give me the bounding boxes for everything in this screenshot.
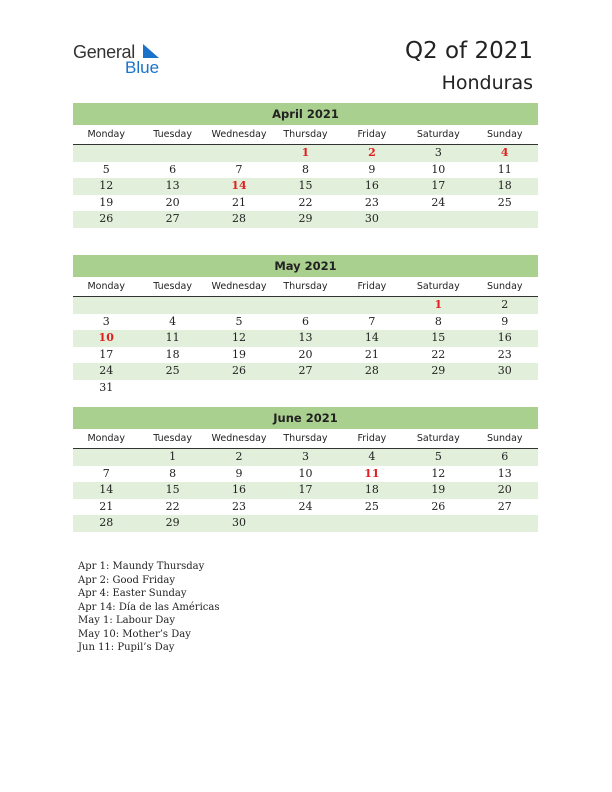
holiday-day-cell: 4 <box>500 146 509 159</box>
week-row <box>73 466 538 483</box>
day-cell: 20 <box>298 347 313 361</box>
day-cell: 28 <box>364 364 379 377</box>
month-title: April 2021 <box>73 103 538 125</box>
day-cell: 16 <box>497 331 512 344</box>
logo <box>73 42 173 78</box>
weekday-label: Thursday <box>283 433 328 444</box>
day-cell: 24 <box>99 364 114 377</box>
day-cell <box>73 297 139 314</box>
day-cell: 3 <box>102 314 110 328</box>
week-row <box>73 211 538 228</box>
month-june <box>73 407 538 532</box>
day-cell <box>139 297 205 314</box>
holiday-note: May 1: Labour Day <box>78 615 175 626</box>
holiday-note: May 10: Mother’s Day <box>78 628 191 640</box>
weekday-label: Monday <box>87 129 125 140</box>
day-cell: 30 <box>364 212 379 225</box>
day-cell: 26 <box>431 499 446 513</box>
day-cell: 17 <box>99 347 114 361</box>
weekday-header-row <box>73 429 538 449</box>
day-cell: 30 <box>497 364 512 377</box>
day-cell: 13 <box>298 331 313 344</box>
day-cell: 24 <box>298 499 313 513</box>
day-cell: 14 <box>99 483 114 496</box>
holiday-note: Apr 1: Maundy Thursday <box>78 561 205 572</box>
week-row <box>73 178 538 195</box>
month-title: May 2021 <box>73 255 538 277</box>
day-cell: 11 <box>497 162 512 176</box>
day-cell: 29 <box>431 364 446 377</box>
day-cell <box>272 515 338 532</box>
day-cell <box>405 515 471 532</box>
country-name: Honduras <box>441 72 533 94</box>
day-cell: 7 <box>235 162 243 176</box>
day-cell: 7 <box>102 466 110 480</box>
day-cell: 28 <box>232 212 247 225</box>
weeks-container <box>73 297 538 396</box>
weekday-label: Friday <box>357 433 387 444</box>
day-cell: 23 <box>497 347 512 361</box>
day-cell <box>339 380 405 397</box>
weekday-label: Wednesday <box>211 281 267 292</box>
day-cell <box>272 380 338 397</box>
day-cell: 18 <box>364 483 379 496</box>
day-cell: 22 <box>165 499 180 513</box>
day-cell <box>405 380 471 397</box>
day-cell: 3 <box>301 450 309 463</box>
day-cell <box>73 145 139 162</box>
day-cell: 25 <box>165 364 180 377</box>
day-cell: 25 <box>364 499 379 513</box>
day-cell: 23 <box>364 195 379 209</box>
day-cell: 4 <box>169 314 177 328</box>
holiday-day-cell: 2 <box>368 146 376 159</box>
day-cell: 5 <box>434 450 442 463</box>
day-cell: 5 <box>102 162 110 176</box>
week-row <box>73 297 538 314</box>
day-cell: 7 <box>368 314 376 328</box>
week-row <box>73 482 538 499</box>
day-cell: 2 <box>501 298 509 311</box>
day-cell: 6 <box>169 162 177 176</box>
week-row <box>73 499 538 516</box>
day-cell <box>472 211 538 228</box>
day-cell: 9 <box>368 162 376 176</box>
month-may <box>73 255 538 396</box>
weekday-label: Thursday <box>283 129 328 140</box>
day-cell: 21 <box>99 499 114 513</box>
holiday-notes <box>78 560 219 655</box>
day-cell <box>139 380 205 397</box>
day-cell: 12 <box>431 466 446 480</box>
weekday-label: Sunday <box>486 129 523 140</box>
day-cell <box>405 211 471 228</box>
day-cell: 14 <box>364 331 379 344</box>
weekday-header-row <box>73 125 538 145</box>
day-cell: 5 <box>235 314 243 328</box>
week-row <box>73 145 538 162</box>
day-cell: 17 <box>298 483 313 496</box>
weekday-label: Tuesday <box>153 281 192 292</box>
holiday-note: Apr 14: Día de las Américas <box>78 601 220 613</box>
weekday-label: Tuesday <box>153 433 192 444</box>
weeks-container <box>73 449 538 532</box>
day-cell: 9 <box>235 466 243 480</box>
holiday-day-cell: 1 <box>301 146 310 159</box>
weekday-label: Saturday <box>416 129 460 140</box>
day-cell: 10 <box>431 162 446 176</box>
weekday-header-row <box>73 277 538 297</box>
day-cell <box>472 515 538 532</box>
day-cell: 2 <box>235 450 243 463</box>
day-cell <box>272 297 338 314</box>
day-cell: 11 <box>165 331 180 344</box>
day-cell: 8 <box>301 162 309 176</box>
week-row <box>73 515 538 532</box>
day-cell: 20 <box>165 195 180 209</box>
day-cell: 10 <box>298 466 313 480</box>
week-row <box>73 449 538 466</box>
day-cell: 31 <box>99 380 114 394</box>
day-cell <box>206 145 272 162</box>
month-title: June 2021 <box>73 407 538 429</box>
holiday-note: Jun 11: Pupil’s Day <box>78 642 175 653</box>
day-cell <box>139 145 205 162</box>
day-cell: 17 <box>431 179 446 192</box>
day-cell: 22 <box>431 347 446 361</box>
day-cell: 8 <box>434 314 442 328</box>
day-cell: 18 <box>497 179 512 192</box>
weekday-label: Thursday <box>283 281 328 292</box>
day-cell: 29 <box>298 212 313 225</box>
day-cell: 3 <box>434 146 442 159</box>
day-cell: 6 <box>301 314 309 328</box>
holiday-note: Apr 2: Good Friday <box>78 574 176 586</box>
weekday-label: Monday <box>87 433 125 444</box>
day-cell <box>339 297 405 314</box>
weekday-label: Wednesday <box>211 433 267 444</box>
logo-general-text: General <box>73 42 135 62</box>
day-cell: 27 <box>165 212 180 225</box>
day-cell: 16 <box>364 179 379 192</box>
day-cell: 16 <box>232 483 247 496</box>
day-cell <box>472 380 538 397</box>
weekday-label: Wednesday <box>211 129 267 140</box>
day-cell: 4 <box>368 450 376 463</box>
holiday-day-cell: 1 <box>434 298 443 311</box>
weeks-container <box>73 145 538 228</box>
weekday-label: Saturday <box>416 281 460 292</box>
logo-blue-text: Blue <box>125 58 160 77</box>
day-cell: 6 <box>501 450 509 463</box>
day-cell: 18 <box>165 347 180 361</box>
day-cell <box>339 515 405 532</box>
day-cell: 20 <box>497 483 512 496</box>
day-cell: 21 <box>364 347 379 361</box>
holiday-day-cell: 10 <box>98 331 114 344</box>
day-cell: 13 <box>165 179 180 192</box>
holiday-day-cell: 14 <box>231 179 247 192</box>
day-cell: 19 <box>99 195 114 209</box>
day-cell: 26 <box>232 364 247 377</box>
holiday-note: Apr 4: Easter Sunday <box>78 588 187 599</box>
day-cell: 19 <box>232 347 247 361</box>
weekday-label: Tuesday <box>153 129 192 140</box>
week-row <box>73 330 538 347</box>
day-cell: 27 <box>298 364 313 377</box>
week-row <box>73 363 538 380</box>
day-cell: 9 <box>501 314 509 328</box>
week-row <box>73 347 538 364</box>
day-cell: 29 <box>165 516 180 529</box>
week-row <box>73 195 538 212</box>
day-cell: 28 <box>99 516 114 529</box>
week-row <box>73 162 538 179</box>
day-cell: 19 <box>431 483 446 496</box>
weekday-label: Friday <box>357 129 387 140</box>
day-cell: 12 <box>99 179 114 192</box>
day-cell <box>206 380 272 397</box>
day-cell: 21 <box>232 195 247 209</box>
weekday-label: Sunday <box>486 281 523 292</box>
week-row <box>73 314 538 331</box>
day-cell: 25 <box>497 195 512 209</box>
day-cell <box>73 449 139 466</box>
day-cell: 22 <box>298 195 313 209</box>
day-cell: 15 <box>298 179 313 192</box>
day-cell: 15 <box>431 331 446 344</box>
month-april <box>73 103 538 228</box>
day-cell: 8 <box>169 466 177 480</box>
week-row <box>73 380 538 397</box>
day-cell: 27 <box>497 499 512 513</box>
day-cell: 1 <box>169 450 177 463</box>
day-cell: 30 <box>232 516 247 529</box>
day-cell: 23 <box>232 499 247 513</box>
weekday-label: Monday <box>87 281 125 292</box>
day-cell: 12 <box>232 331 247 344</box>
weekday-label: Sunday <box>486 433 523 444</box>
day-cell: 13 <box>497 466 512 480</box>
day-cell <box>206 297 272 314</box>
page-title: Q2 of 2021 <box>404 38 533 64</box>
weekday-label: Saturday <box>416 433 460 444</box>
day-cell: 26 <box>99 212 114 225</box>
day-cell: 15 <box>165 483 180 496</box>
weekday-label: Friday <box>357 281 387 292</box>
day-cell: 24 <box>431 195 446 209</box>
holiday-day-cell: 11 <box>364 466 380 480</box>
